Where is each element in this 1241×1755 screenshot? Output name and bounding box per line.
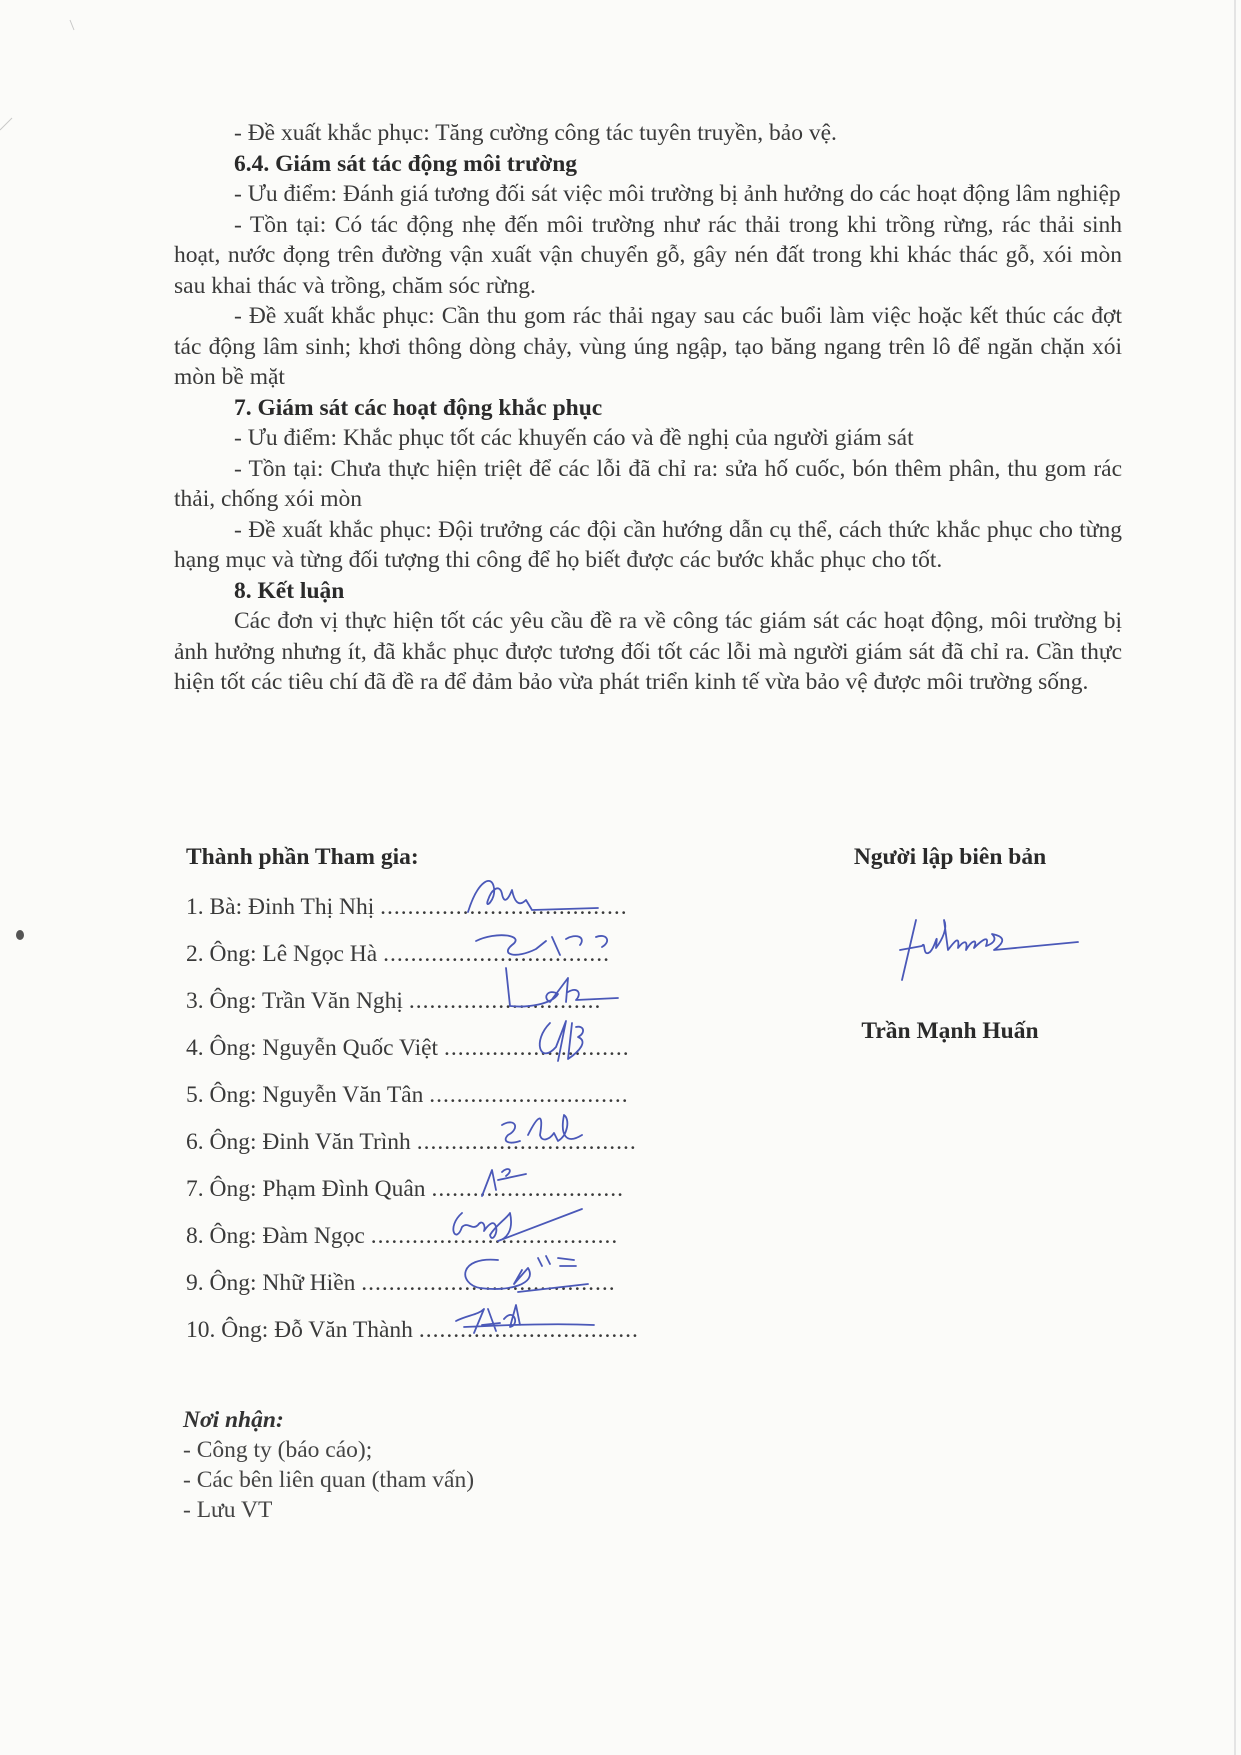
signature-line: ................................ [416, 1129, 637, 1155]
participant-name: 8. Ông: Đàm Ngọc [186, 1223, 365, 1249]
signature-line: .................................... [370, 1223, 619, 1249]
signature-mark [526, 1011, 626, 1071]
section-heading: 7. Giám sát các hoạt động khắc phục [234, 394, 603, 421]
participant-row [186, 1119, 706, 1166]
scan-edge-mark [0, 0, 90, 140]
participants-list [186, 840, 706, 1354]
participant-row [186, 1307, 706, 1354]
participant-row [186, 884, 706, 931]
creator-title: Người lập biên bản [853, 844, 1047, 870]
paragraph: - Ưu điểm: Khắc phục tốt các khuyến cáo và đề nghị của người giám sát [234, 425, 914, 451]
recipients-block [183, 1405, 583, 1525]
scan-dot [16, 930, 24, 940]
participant-name: 4. Ông: Nguyễn Quốc Việt [186, 1035, 439, 1061]
participant-name: 5. Ông: Nguyễn Văn Tân [186, 1082, 424, 1108]
section-heading: 6.4. Giám sát tác động môi trường [234, 150, 578, 177]
signature-line: ............................. [429, 1082, 629, 1108]
report-creator [820, 840, 1080, 1048]
participant-name: 7. Ông: Phạm Đình Quân [186, 1176, 426, 1202]
report-body [174, 118, 1122, 698]
paragraph: - Tồn tại: Có tác động nhẹ đến môi trường như rác thải trong khi trồng rừng, rác thải sinh hoạt, nước đọng trên đường vận xuất vận chuyển gỗ, gây nén đất trong khi khác thác gỗ, xói mòn sau khai thác và trồng, chăm sóc rừng. [174, 211, 1122, 299]
signature-line: ............................ [408, 988, 602, 1014]
signature-line: ..................................... [361, 1270, 616, 1296]
participant-row [186, 978, 706, 1025]
participant-row [186, 1072, 706, 1119]
signature-mark [444, 1285, 644, 1345]
participant-name: 10. Ông: Đỗ Văn Thành [186, 1317, 413, 1343]
paragraph: Các đơn vị thực hiện tốt các yêu cầu đề ra về công tác giám sát các hoạt động, môi trường bị ảnh hưởng nhưng ít, đã khắc phục được tương đối tốt các lỗi mà người giám sát đã chỉ ra. Cần thực hiện tốt các tiêu chí đã đề ra để đảm bảo vừa phát triển kinh tế vừa bảo vệ được môi trường sống. [174, 608, 1122, 695]
participants-heading: Thành phần Tham gia: [186, 844, 419, 870]
signature-mark [422, 1191, 602, 1251]
scan-edge-line [1221, 0, 1241, 1755]
signature-line: ................................ [418, 1317, 639, 1343]
participant-row [186, 1025, 706, 1072]
section-heading: 8. Kết luận [234, 577, 345, 604]
paragraph: - Đề xuất khắc phục: Tăng cường công tác tuyên truyền, bảo vệ. [234, 120, 837, 146]
participant-name: 2. Ông: Lê Ngọc Hà [186, 941, 378, 967]
participant-name: 3. Ông: Trần Văn Nghị [186, 988, 403, 1014]
creator-signature-area [820, 874, 1080, 1014]
recipient-item: - Các bên liên quan (tham vấn) [183, 1467, 475, 1493]
paragraph: - Tồn tại: Chưa thực hiện triệt để các lỗi đã chỉ ra: sửa hố cuốc, bón thêm phân, thu gom rác thải, chống xói mòn [174, 455, 1122, 512]
recipients-heading: Nơi nhận: [183, 1407, 284, 1433]
signature-mark [498, 958, 638, 1018]
creator-name: Trần Mạnh Huấn [861, 1018, 1039, 1044]
recipient-item: - Lưu VT [183, 1497, 273, 1523]
participant-name: 1. Bà: Đinh Thị Nhị [186, 894, 375, 920]
recipient-item: - Công ty (báo cáo); [183, 1437, 373, 1463]
participant-name: 9. Ông: Nhữ Hiền [186, 1270, 356, 1296]
signature-line: ................................. [383, 941, 610, 967]
signature-line: ............................ [431, 1176, 624, 1202]
paragraph: - Ưu điểm: Đánh giá tương đối sát việc môi trường bị ảnh hưởng do các hoạt động lâm nghiệp [234, 181, 1121, 207]
paragraph: - Đề xuất khắc phục: Đội trưởng các đội cần hướng dẫn cụ thể, cách thức khắc phục cho từng hạng mục và từng đối tượng thi công để họ biết được các bước khắc phục cho tốt. [174, 516, 1122, 573]
paragraph: - Đề xuất khắc phục: Cần thu gom rác thải ngay sau các buổi làm việc hoặc kết thúc các đợt tác động lâm sinh; khơi thông dòng chảy, vùng úng ngập, tạo băng ngang trên lô để ngăn chặn xói mòn bề mặt [174, 303, 1122, 390]
signature-line: ........................... [443, 1035, 630, 1061]
signature-mark [448, 870, 568, 930]
participant-name: 6. Ông: Đinh Văn Trình [186, 1129, 411, 1155]
signature-line: .................................... [380, 894, 628, 920]
signature-mark [882, 900, 1102, 990]
